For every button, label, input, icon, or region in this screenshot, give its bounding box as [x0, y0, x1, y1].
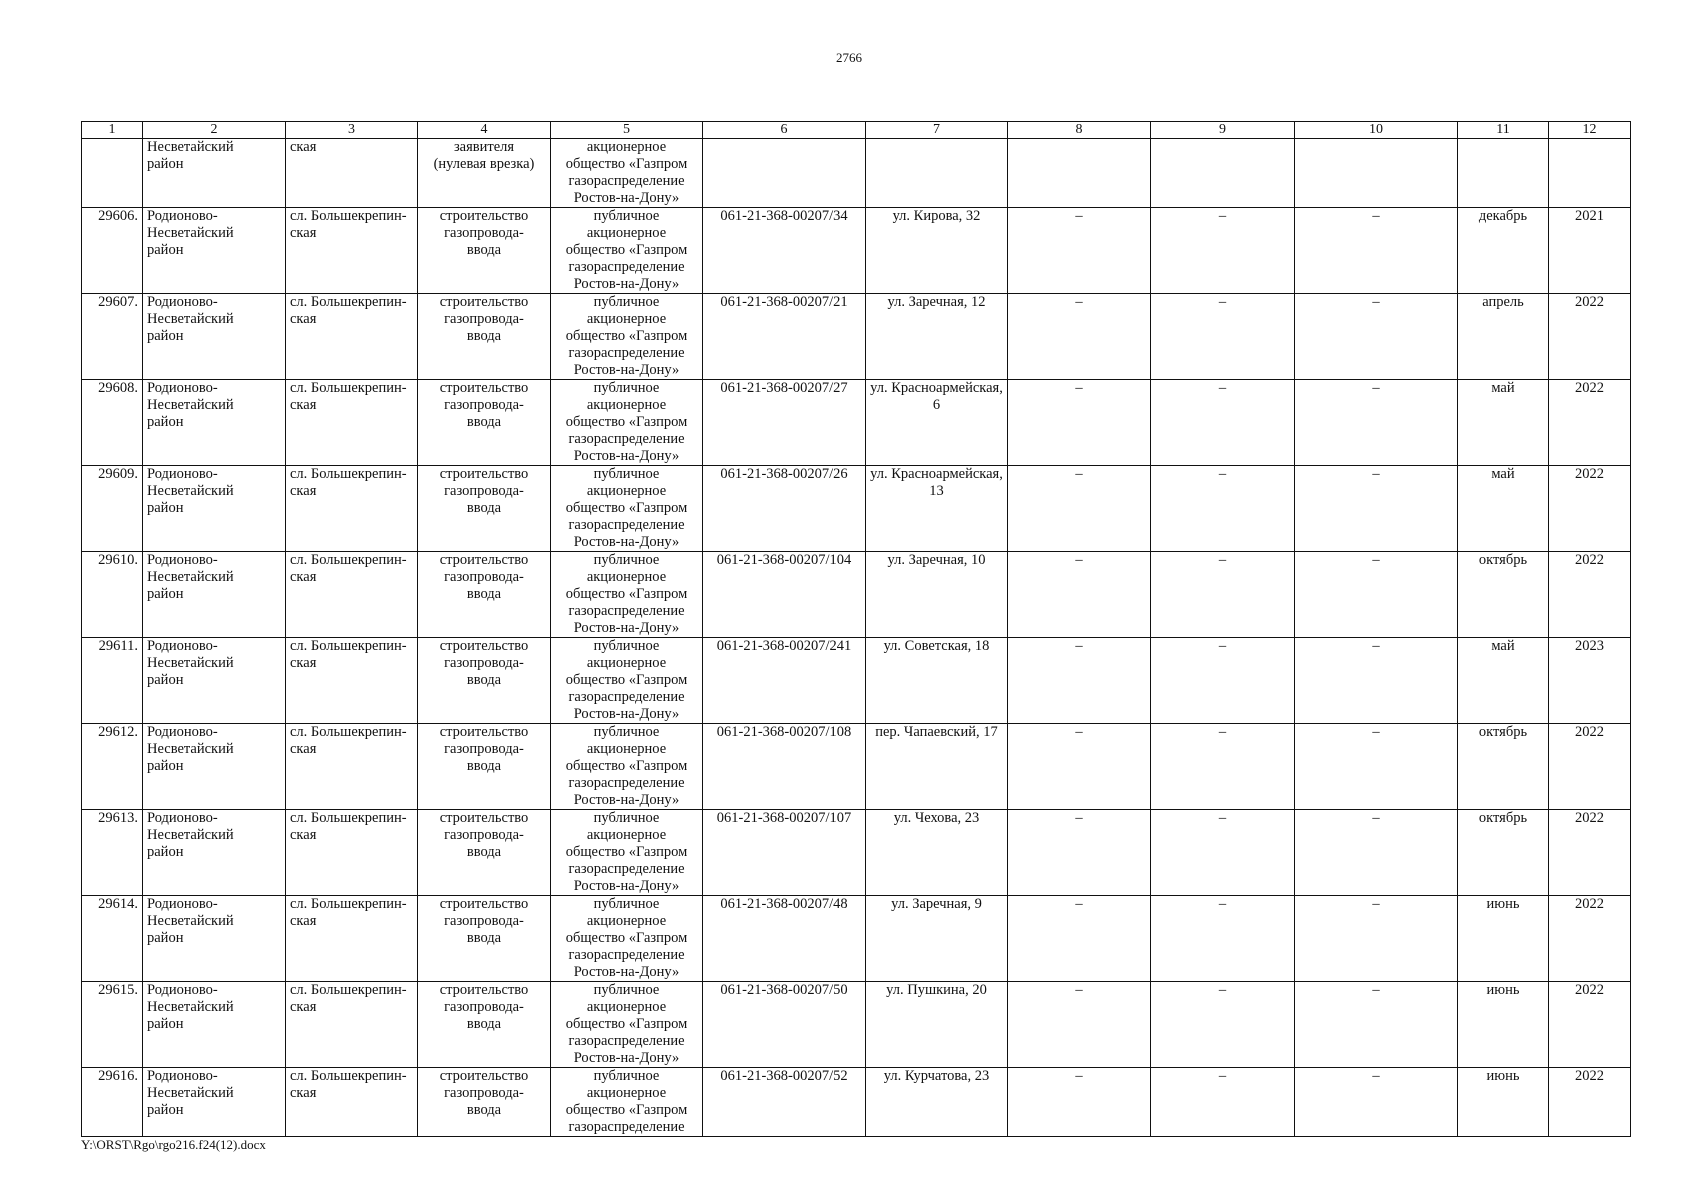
cell-col9: –	[1151, 208, 1295, 294]
cell-work-type: строительство газопровода- ввода	[418, 466, 551, 552]
cell-col8: –	[1008, 294, 1151, 380]
cell-settlement: ская	[286, 139, 418, 208]
cell-col10: –	[1295, 552, 1458, 638]
cell-number: 29616.	[82, 1068, 143, 1137]
table-row	[82, 1068, 1631, 1137]
column-number-row	[82, 122, 1631, 139]
table-row	[82, 638, 1631, 724]
cell-organization: публичное акционерное общество «Газпром газораспределение Ростов-на-Дону»	[551, 982, 703, 1068]
cell-district: Родионово- Несветайский район	[143, 208, 286, 294]
cell-settlement: сл. Большекрепин- ская	[286, 638, 418, 724]
cell-col8: –	[1008, 638, 1151, 724]
cell-number	[82, 139, 143, 208]
cell-settlement: сл. Большекрепин- ская	[286, 466, 418, 552]
table-row	[82, 552, 1631, 638]
cell-district: Родионово- Несветайский район	[143, 1068, 286, 1137]
cell-month: июнь	[1458, 896, 1549, 982]
cell-address: ул. Советская, 18	[866, 638, 1008, 724]
cell-code	[703, 139, 866, 208]
cell-col9: –	[1151, 294, 1295, 380]
cell-work-type: строительство газопровода- ввода	[418, 982, 551, 1068]
cell-month: октябрь	[1458, 552, 1549, 638]
column-header: 1	[82, 122, 143, 139]
cell-year: 2022	[1549, 896, 1631, 982]
cell-organization: публичное акционерное общество «Газпром газораспределение Ростов-на-Дону»	[551, 380, 703, 466]
cell-address: ул. Заречная, 9	[866, 896, 1008, 982]
table-row	[82, 982, 1631, 1068]
cell-col9: –	[1151, 552, 1295, 638]
cell-settlement: сл. Большекрепин- ская	[286, 724, 418, 810]
cell-organization: публичное акционерное общество «Газпром газораспределение Ростов-на-Дону»	[551, 294, 703, 380]
cell-col9: –	[1151, 1068, 1295, 1137]
cell-address: ул. Курчатова, 23	[866, 1068, 1008, 1137]
cell-address	[866, 139, 1008, 208]
column-header: 10	[1295, 122, 1458, 139]
cell-code: 061-21-368-00207/21	[703, 294, 866, 380]
cell-col8: –	[1008, 810, 1151, 896]
table-row	[82, 380, 1631, 466]
table-row	[82, 896, 1631, 982]
cell-organization: публичное акционерное общество «Газпром газораспределение Ростов-на-Дону»	[551, 552, 703, 638]
cell-year: 2022	[1549, 552, 1631, 638]
cell-code: 061-21-368-00207/34	[703, 208, 866, 294]
cell-code: 061-21-368-00207/241	[703, 638, 866, 724]
cell-code: 061-21-368-00207/27	[703, 380, 866, 466]
cell-year: 2022	[1549, 724, 1631, 810]
cell-col8: –	[1008, 1068, 1151, 1137]
cell-address: ул. Красноармейская, 6	[866, 380, 1008, 466]
cell-col8: –	[1008, 466, 1151, 552]
cell-number: 29610.	[82, 552, 143, 638]
cell-year: 2022	[1549, 380, 1631, 466]
cell-code: 061-21-368-00207/50	[703, 982, 866, 1068]
cell-code: 061-21-368-00207/48	[703, 896, 866, 982]
column-header: 5	[551, 122, 703, 139]
cell-col9: –	[1151, 982, 1295, 1068]
cell-col10: –	[1295, 466, 1458, 552]
column-header: 2	[143, 122, 286, 139]
cell-year: 2022	[1549, 810, 1631, 896]
cell-col10: –	[1295, 294, 1458, 380]
registry-table	[81, 121, 1631, 1137]
cell-year: 2022	[1549, 982, 1631, 1068]
cell-number: 29612.	[82, 724, 143, 810]
cell-col9: –	[1151, 896, 1295, 982]
cell-district: Родионово- Несветайский район	[143, 724, 286, 810]
cell-code: 061-21-368-00207/52	[703, 1068, 866, 1137]
cell-district: Родионово- Несветайский район	[143, 810, 286, 896]
cell-number: 29609.	[82, 466, 143, 552]
cell-address: пер. Чапаевский, 17	[866, 724, 1008, 810]
cell-year: 2021	[1549, 208, 1631, 294]
cell-col8: –	[1008, 724, 1151, 810]
cell-settlement: сл. Большекрепин- ская	[286, 896, 418, 982]
cell-organization: публичное акционерное общество «Газпром газораспределение Ростов-на-Дону»	[551, 466, 703, 552]
cell-district: Родионово- Несветайский район	[143, 294, 286, 380]
cell-district: Родионово- Несветайский район	[143, 552, 286, 638]
cell-col8: –	[1008, 380, 1151, 466]
cell-col10: –	[1295, 638, 1458, 724]
cell-month: май	[1458, 638, 1549, 724]
table-row	[82, 208, 1631, 294]
cell-month: июнь	[1458, 982, 1549, 1068]
cell-work-type: строительство газопровода- ввода	[418, 552, 551, 638]
cell-col9	[1151, 139, 1295, 208]
cell-settlement: сл. Большекрепин- ская	[286, 810, 418, 896]
cell-settlement: сл. Большекрепин- ская	[286, 1068, 418, 1137]
cell-organization: публичное акционерное общество «Газпром газораспределение Ростов-на-Дону»	[551, 208, 703, 294]
cell-address: ул. Кирова, 32	[866, 208, 1008, 294]
page-number: 2766	[836, 50, 862, 65]
cell-work-type: строительство газопровода- ввода	[418, 380, 551, 466]
cell-year: 2022	[1549, 294, 1631, 380]
cell-year	[1549, 139, 1631, 208]
cell-work-type: строительство газопровода- ввода	[418, 810, 551, 896]
cell-work-type: строительство газопровода- ввода	[418, 294, 551, 380]
column-header: 4	[418, 122, 551, 139]
cell-col9: –	[1151, 466, 1295, 552]
cell-organization: публичное акционерное общество «Газпром газораспределение	[551, 1068, 703, 1137]
column-header: 12	[1549, 122, 1631, 139]
cell-organization: акционерное общество «Газпром газораспределение Ростов-на-Дону»	[551, 139, 703, 208]
cell-col9: –	[1151, 810, 1295, 896]
cell-district: Родионово- Несветайский район	[143, 896, 286, 982]
cell-number: 29611.	[82, 638, 143, 724]
column-header: 7	[866, 122, 1008, 139]
cell-number: 29608.	[82, 380, 143, 466]
cell-address: ул. Заречная, 12	[866, 294, 1008, 380]
cell-col10: –	[1295, 380, 1458, 466]
cell-number: 29615.	[82, 982, 143, 1068]
cell-number: 29607.	[82, 294, 143, 380]
cell-col9: –	[1151, 638, 1295, 724]
cell-month: декабрь	[1458, 208, 1549, 294]
column-header: 9	[1151, 122, 1295, 139]
cell-code: 061-21-368-00207/107	[703, 810, 866, 896]
cell-district: Родионово- Несветайский район	[143, 638, 286, 724]
cell-col9: –	[1151, 724, 1295, 810]
cell-address: ул. Чехова, 23	[866, 810, 1008, 896]
cell-organization: публичное акционерное общество «Газпром газораспределение Ростов-на-Дону»	[551, 810, 703, 896]
cell-code: 061-21-368-00207/108	[703, 724, 866, 810]
cell-district: Родионово- Несветайский район	[143, 380, 286, 466]
cell-settlement: сл. Большекрепин- ская	[286, 982, 418, 1068]
table-row	[82, 294, 1631, 380]
cell-col10: –	[1295, 896, 1458, 982]
cell-col10: –	[1295, 810, 1458, 896]
table-row	[82, 724, 1631, 810]
cell-col8: –	[1008, 208, 1151, 294]
cell-number: 29606.	[82, 208, 143, 294]
continuation-row	[82, 139, 1631, 208]
cell-settlement: сл. Большекрепин- ская	[286, 294, 418, 380]
cell-col10: –	[1295, 1068, 1458, 1137]
column-header: 8	[1008, 122, 1151, 139]
cell-settlement: сл. Большекрепин- ская	[286, 552, 418, 638]
cell-organization: публичное акционерное общество «Газпром газораспределение Ростов-на-Дону»	[551, 896, 703, 982]
cell-col8	[1008, 139, 1151, 208]
cell-col8: –	[1008, 896, 1151, 982]
cell-organization: публичное акционерное общество «Газпром газораспределение Ростов-на-Дону»	[551, 638, 703, 724]
cell-settlement: сл. Большекрепин- ская	[286, 380, 418, 466]
cell-work-type: строительство газопровода- ввода	[418, 896, 551, 982]
document-file-path: Y:\ORST\Rgo\rgo216.f24(12).docx	[81, 1137, 266, 1152]
cell-code: 061-21-368-00207/104	[703, 552, 866, 638]
cell-district: Родионово- Несветайский район	[143, 466, 286, 552]
cell-year: 2023	[1549, 638, 1631, 724]
cell-col9: –	[1151, 380, 1295, 466]
cell-district: Родионово- Несветайский район	[143, 982, 286, 1068]
table-row	[82, 810, 1631, 896]
cell-work-type: строительство газопровода- ввода	[418, 208, 551, 294]
cell-col10: –	[1295, 982, 1458, 1068]
cell-district: Несветайский район	[143, 139, 286, 208]
cell-year: 2022	[1549, 1068, 1631, 1137]
cell-col8: –	[1008, 982, 1151, 1068]
cell-month: октябрь	[1458, 724, 1549, 810]
cell-address: ул. Заречная, 10	[866, 552, 1008, 638]
cell-month: июнь	[1458, 1068, 1549, 1137]
cell-organization: публичное акционерное общество «Газпром газораспределение Ростов-на-Дону»	[551, 724, 703, 810]
cell-col10	[1295, 139, 1458, 208]
cell-month: октябрь	[1458, 810, 1549, 896]
cell-address: ул. Пушкина, 20	[866, 982, 1008, 1068]
column-header: 3	[286, 122, 418, 139]
cell-work-type: заявителя (нулевая врезка)	[418, 139, 551, 208]
cell-work-type: строительство газопровода- ввода	[418, 1068, 551, 1137]
cell-year: 2022	[1549, 466, 1631, 552]
cell-month: май	[1458, 380, 1549, 466]
cell-col8: –	[1008, 552, 1151, 638]
cell-settlement: сл. Большекрепин- ская	[286, 208, 418, 294]
table-row	[82, 466, 1631, 552]
cell-month: май	[1458, 466, 1549, 552]
cell-month: апрель	[1458, 294, 1549, 380]
cell-work-type: строительство газопровода- ввода	[418, 724, 551, 810]
cell-col10: –	[1295, 724, 1458, 810]
cell-month	[1458, 139, 1549, 208]
registry-table-wrapper	[81, 121, 1631, 1137]
column-header: 6	[703, 122, 866, 139]
column-header: 11	[1458, 122, 1549, 139]
cell-address: ул. Красноармейская, 13	[866, 466, 1008, 552]
cell-col10: –	[1295, 208, 1458, 294]
cell-work-type: строительство газопровода- ввода	[418, 638, 551, 724]
cell-number: 29614.	[82, 896, 143, 982]
cell-code: 061-21-368-00207/26	[703, 466, 866, 552]
cell-number: 29613.	[82, 810, 143, 896]
